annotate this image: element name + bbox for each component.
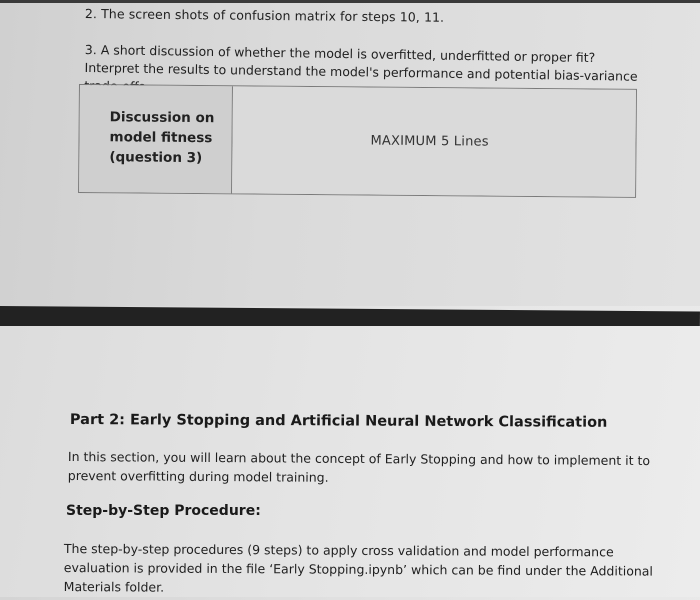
model-fitness-table bbox=[78, 84, 637, 198]
top-edge-shadow bbox=[0, 0, 700, 3]
table-label-line: Discussion on bbox=[109, 109, 215, 127]
procedure-paragraph: The step-by-step procedures (9 steps) to apply cross validation and model performance evaluation is provided in the file ‘Early Stopping.ipynb’ which can be find under the Additional Materials folder. bbox=[63, 540, 653, 595]
table-answer-cell[interactable] bbox=[232, 86, 636, 197]
max-lines-note: MAXIMUM 5 Lines bbox=[370, 133, 489, 150]
table-label-cell bbox=[79, 85, 233, 193]
table-label-line: (question 3) bbox=[109, 149, 203, 167]
list-item-2: 2. The screen shots of confusion matrix for steps 10, 11. bbox=[84, 6, 445, 25]
procedure-heading: Step-by-Step Procedure: bbox=[66, 503, 261, 519]
part2-intro-paragraph: In this section, you will learn about the concept of Early Stopping and how to implement it to prevent overfitting during model training. bbox=[67, 448, 651, 485]
list-item-3: 3. A short discussion of whether the model is overfitted, underfitted or proper fit? Interpret the results to understand the model's performance and potential bias-variance bbox=[84, 41, 638, 84]
table-label-line: model fitness bbox=[109, 129, 213, 147]
part2-heading: Part 2: Early Stopping and Artificial Neural Network Classification bbox=[69, 412, 608, 431]
